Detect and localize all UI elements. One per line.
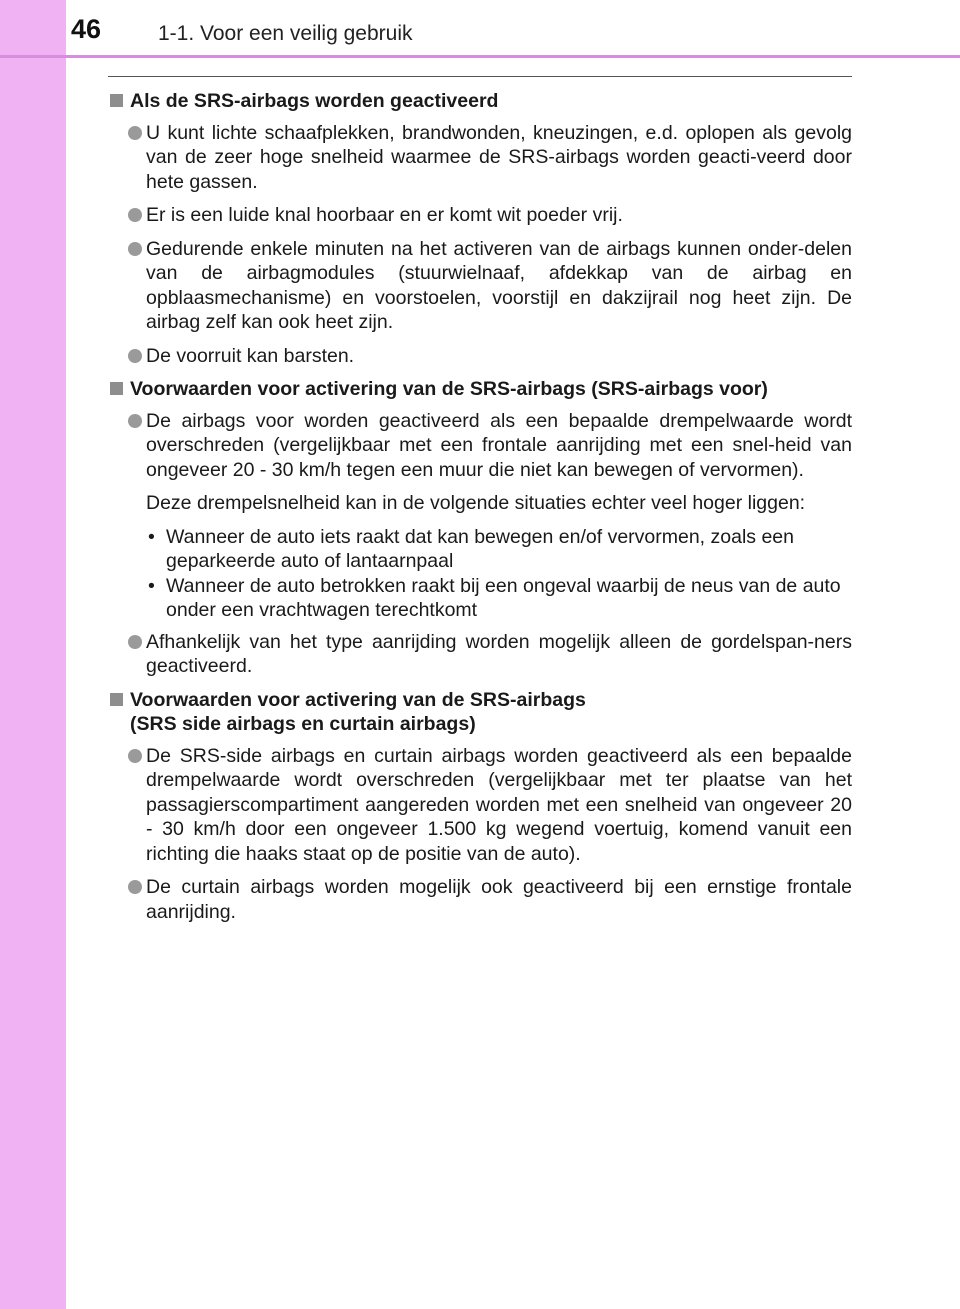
bullet-item	[108, 409, 852, 483]
square-icon	[110, 693, 123, 706]
sub-list-item	[108, 574, 852, 623]
bullet-text: Er is een luide knal hoorbaar en er komt wit poeder vrij.	[146, 204, 623, 226]
square-icon	[110, 94, 123, 107]
body-paragraph: Deze drempelsnelheid kan in de volgende situaties echter veel hoger liggen:	[146, 492, 806, 514]
bullet-dot-icon	[128, 349, 142, 363]
page-number: 46	[71, 14, 102, 44]
sub-list-item	[108, 525, 852, 574]
bullet-dot-icon	[128, 208, 142, 222]
bullet-dot-icon	[128, 880, 142, 894]
sub-list-text: Wanneer de auto betrokken raakt bij een ongeval waarbij de neus van de auto onder een vrachtwagen terechtkomt	[166, 574, 841, 621]
section-heading	[108, 688, 852, 737]
bullet-item	[108, 203, 852, 228]
section-heading	[108, 89, 852, 114]
section-heading	[108, 377, 852, 402]
page-content	[108, 84, 852, 933]
sub-list-text: Wanneer de auto iets raakt dat kan bewegen en/of vervormen, zoals een geparkeerde auto of lantaarnpaal	[166, 525, 794, 572]
bullet-dot-icon	[128, 749, 142, 763]
bullet-item	[108, 744, 852, 867]
bullet-text: De SRS-side airbags en curtain airbags worden geactiveerd als een bepaalde drempelwaarde wordt overschreden (vergelijkbaar met ter plaatse van het passagierscompartiment aangereden worden met een snelheid van ongeveer 20 - 30 km/h door een ongeveer 1.500 kg wegend voertuig, komend vanuit een richting die haaks staat op de positie van de auto).	[146, 744, 852, 865]
bullet-dot-icon	[128, 242, 142, 256]
sub-bullet-mark: •	[148, 574, 155, 597]
page-header	[0, 0, 960, 58]
bullet-text: Afhankelijk van het type aanrijding worden mogelijk alleen de gordelspan-ners geactiveerd.	[146, 630, 852, 677]
bullet-item	[108, 121, 852, 195]
bullet-item	[108, 875, 852, 924]
chapter-sidebar	[0, 0, 66, 1309]
sub-bullet-mark: •	[148, 525, 155, 548]
section-heading-text: Als de SRS-airbags worden geactiveerd	[130, 90, 499, 112]
bullet-item	[108, 344, 852, 369]
square-icon	[110, 382, 123, 395]
bullet-dot-icon	[128, 414, 142, 428]
bullet-text: De curtain airbags worden mogelijk ook geactiveerd bij een ernstige frontale aanrijding.	[146, 876, 852, 923]
bullet-text: De airbags voor worden geactiveerd als een bepaalde drempelwaarde wordt overschreden (vergelijkbaar met een frontale aanrijding met een snel-heid van ongeveer 20 - 30 km/h tegen een muur die niet kan bewegen of vervormen).	[146, 409, 852, 481]
bullet-text: Gedurende enkele minuten na het activeren van de airbags kunnen onder-delen van de airbagmodules (stuurwielnaaf, afdekkap van de airbag en opblaasmechanisme) en voorstoelen, voorstijl en dakzijrail nog heet zijn. De airbag zelf kan ook heet zijn.	[146, 237, 852, 333]
sub-list	[108, 525, 852, 623]
bullet-item	[108, 237, 852, 335]
bullet-item	[108, 630, 852, 679]
bullet-dot-icon	[128, 126, 142, 140]
bullet-dot-icon	[128, 635, 142, 649]
header-divider	[0, 55, 960, 58]
section-heading-text: Voorwaarden voor activering van de SRS-airbags	[130, 688, 586, 711]
section-rule	[108, 76, 852, 77]
chapter-title: 1-1. Voor een veilig gebruik	[158, 22, 413, 45]
section-heading-text: Voorwaarden voor activering van de SRS-airbags (SRS-airbags voor)	[130, 378, 768, 400]
bullet-text: U kunt lichte schaafplekken, brandwonden, kneuzingen, e.d. oplopen als gevolg van de zeer hoge snelheid waarmee de SRS-airbags worden geacti-veerd door hete gassen.	[146, 121, 852, 193]
bullet-text: De voorruit kan barsten.	[146, 344, 355, 367]
section-heading-text-line2: (SRS side airbags en curtain airbags)	[130, 713, 476, 735]
